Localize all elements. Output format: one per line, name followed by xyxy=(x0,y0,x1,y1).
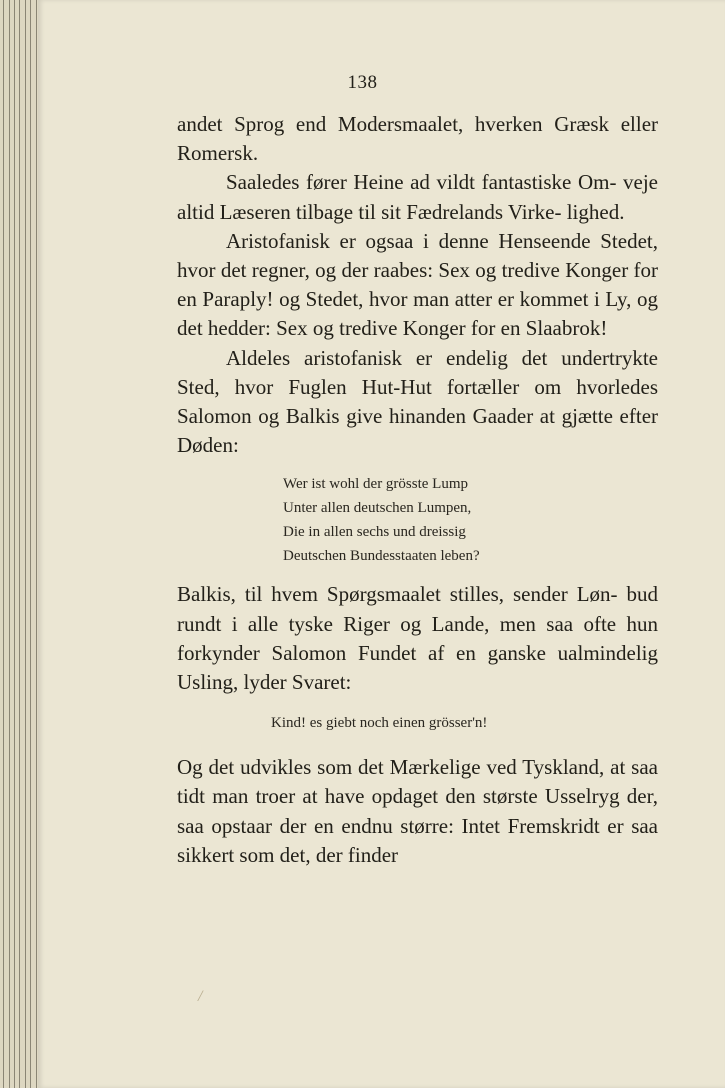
page-edge-line xyxy=(25,0,26,1088)
paragraph xyxy=(177,580,658,697)
page-stack-edges xyxy=(0,0,40,1088)
page-edge-line xyxy=(30,0,31,1088)
text-line: Sted, hvor Fuglen Hut-Hut fortæller om hvorledes xyxy=(177,374,658,399)
paragraph xyxy=(177,227,658,344)
page-edge-line xyxy=(36,0,37,1088)
text-line: bud rundt i alle tyske Riger og Lande, men saa xyxy=(177,582,659,636)
text-line: efter Døden: xyxy=(177,404,659,458)
verse-line: Wer ist wohl der grösste Lump xyxy=(283,476,469,493)
paragraph-continued xyxy=(177,110,658,168)
text-body xyxy=(177,110,658,870)
verse-line: Kind! es giebt noch einen grösser'n! xyxy=(271,715,488,732)
paragraph xyxy=(177,168,658,226)
verse-quote xyxy=(271,711,658,735)
page-edge-line xyxy=(19,0,20,1088)
text-line: Intet Fremskridt er saa sikkert som det, der finder xyxy=(177,813,659,867)
text-line: ofte hun forkynder Salomon Fundet af en ganske xyxy=(177,611,659,665)
text-line: eller Romersk. xyxy=(177,112,659,166)
page-edge-line xyxy=(3,0,4,1088)
text-line: hvor det regner, og der raabes: Sex og tredive xyxy=(177,258,560,283)
page-edge-line xyxy=(14,0,15,1088)
text-line: lighed. xyxy=(566,199,625,224)
text-line: Balkis, til hvem Spørgsmaalet stilles, sender Løn- xyxy=(177,582,618,607)
text-line: er kommet i Ly, og det hedder: Sex og tredive xyxy=(177,287,659,341)
verse-line: Die in allen sechs und dreissig xyxy=(283,524,466,541)
paragraph xyxy=(177,344,658,461)
text-line: veje altid Læseren tilbage til sit Fædrelands Virke- xyxy=(177,170,658,224)
text-line: andet Sprog end Modersmaalet, hverken Græsk xyxy=(177,112,610,136)
text-line: at saa tidt man troer at have opdaget den største xyxy=(177,755,658,809)
page-number: 138 xyxy=(347,72,378,93)
text-line: Saaledes fører Heine ad vildt fantastiske Om- xyxy=(226,170,617,195)
page-edge-line xyxy=(9,0,10,1088)
text-line: Konger for en Slaabrok! xyxy=(402,316,608,341)
text-line: Og det udvikles som det Mærkelige ved Tyskland, xyxy=(177,755,605,780)
text-line: Konger for en Paraply! og Stedet, hvor man atter xyxy=(177,258,659,312)
text-line: Aristofanisk er ogsaa i denne Henseende Stedet, xyxy=(226,228,658,253)
pencil-mark: / xyxy=(198,988,203,1005)
text-line: Aldeles aristofanisk er endelig det undertrykte xyxy=(226,345,658,370)
verse-line: Deutschen Bundesstaaten leben? xyxy=(283,548,480,565)
verse-line: Unter allen deutschen Lumpen, xyxy=(283,500,472,517)
text-line: Salomon og Balkis give hinanden Gaader at gjætte xyxy=(177,404,613,429)
paragraph xyxy=(177,753,658,870)
verse-quote xyxy=(283,472,658,568)
text-line: Usselryg der, saa opstaar der en endnu større: xyxy=(177,784,658,838)
text-line: ualmindelig Usling, lyder Svaret: xyxy=(177,640,658,695)
